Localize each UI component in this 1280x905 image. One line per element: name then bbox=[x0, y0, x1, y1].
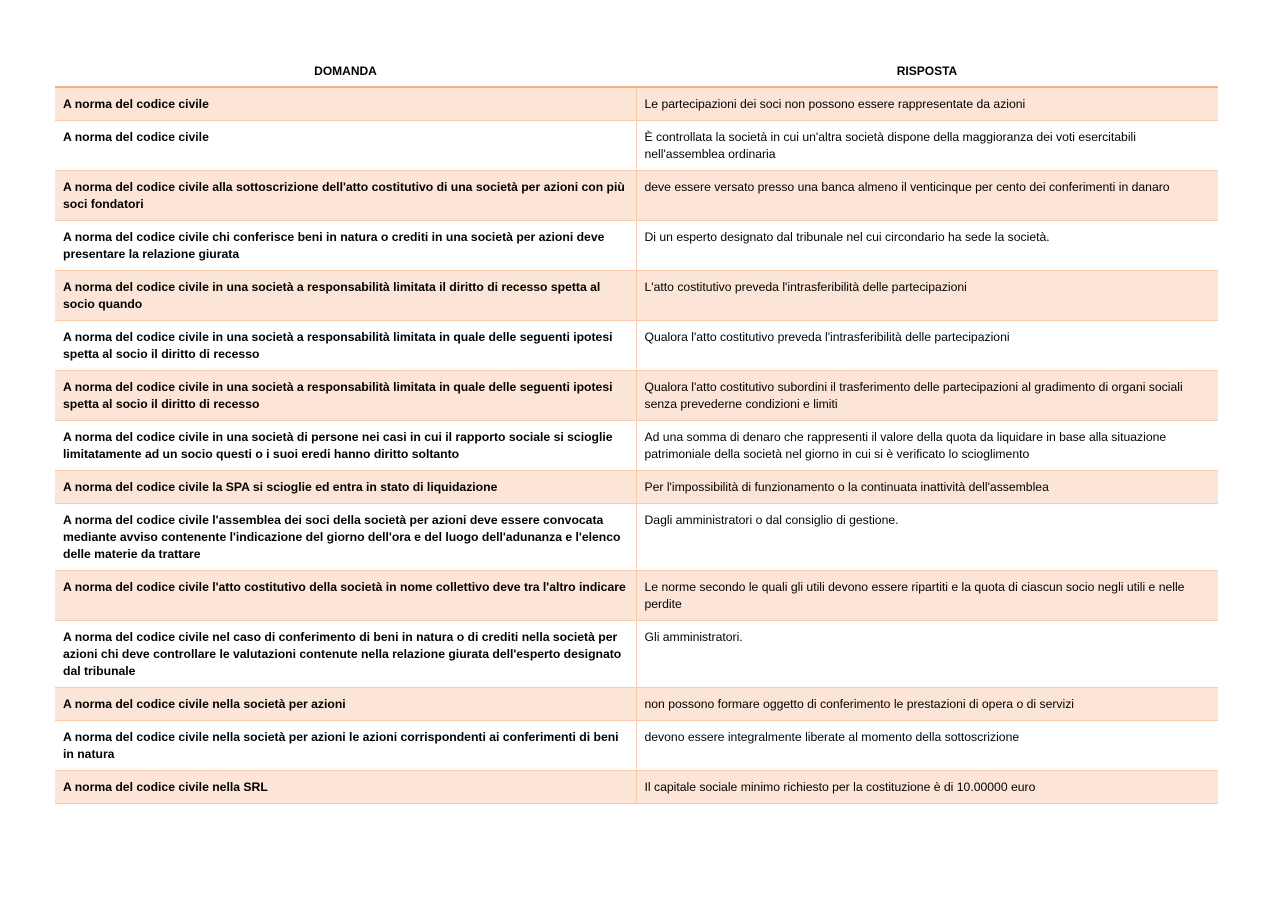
question-cell: A norma del codice civile l'assemblea dei soci della società per azioni deve essere convocata mediante avviso contenente l'indicazione del giorno dell'ora e del luogo dell'adunanza e l'elenco delle materie da trattare bbox=[55, 504, 636, 571]
question-cell: A norma del codice civile in una società di persone nei casi in cui il rapporto sociale si scioglie limitatamente ad un socio questi o i suoi eredi hanno diritto soltanto bbox=[55, 421, 636, 471]
answer-cell: Di un esperto designato dal tribunale nel cui circondario ha sede la società. bbox=[636, 221, 1218, 271]
table-row bbox=[55, 221, 1218, 271]
question-cell: A norma del codice civile alla sottoscrizione dell'atto costitutivo di una società per azioni con più soci fondatori bbox=[55, 171, 636, 221]
table-row bbox=[55, 87, 1218, 121]
question-cell: A norma del codice civile in una società a responsabilità limitata in quale delle seguenti ipotesi spetta al socio il diritto di recesso bbox=[55, 371, 636, 421]
answer-cell: devono essere integralmente liberate al momento della sottoscrizione bbox=[636, 721, 1218, 771]
table-row bbox=[55, 688, 1218, 721]
question-cell: A norma del codice civile nella società per azioni le azioni corrispondenti ai conferimenti di beni in natura bbox=[55, 721, 636, 771]
question-cell: A norma del codice civile chi conferisce beni in natura o crediti in una società per azioni deve presentare la relazione giurata bbox=[55, 221, 636, 271]
question-cell: A norma del codice civile la SPA si scioglie ed entra in stato di liquidazione bbox=[55, 471, 636, 504]
table-row bbox=[55, 721, 1218, 771]
answer-cell: È controllata la società in cui un'altra società dispone della maggioranza dei voti esercitabili nell'assemblea ordinaria bbox=[636, 121, 1218, 171]
table-header bbox=[55, 56, 1218, 87]
table-body bbox=[55, 87, 1218, 804]
table-row bbox=[55, 621, 1218, 688]
question-cell: A norma del codice civile in una società a responsabilità limitata il diritto di recesso spetta al socio quando bbox=[55, 271, 636, 321]
question-cell: A norma del codice civile nella SRL bbox=[55, 771, 636, 804]
header-row bbox=[55, 56, 1218, 87]
table-row bbox=[55, 421, 1218, 471]
answer-cell: Gli amministratori. bbox=[636, 621, 1218, 688]
answer-cell: Qualora l'atto costitutivo subordini il trasferimento delle partecipazioni al gradimento di organi sociali senza prevederne condizioni e limiti bbox=[636, 371, 1218, 421]
qa-table bbox=[55, 56, 1218, 804]
answer-cell: Le partecipazioni dei soci non possono essere rappresentate da azioni bbox=[636, 87, 1218, 121]
table-row bbox=[55, 571, 1218, 621]
question-cell: A norma del codice civile nel caso di conferimento di beni in natura o di crediti nella società per azioni chi deve controllare le valutazioni contenute nella relazione giurata dell'esperto designato dal tribunale bbox=[55, 621, 636, 688]
table-row bbox=[55, 321, 1218, 371]
question-cell: A norma del codice civile l'atto costitutivo della società in nome collettivo deve tra l'altro indicare bbox=[55, 571, 636, 621]
header-question: DOMANDA bbox=[55, 56, 636, 87]
answer-cell: Dagli amministratori o dal consiglio di gestione. bbox=[636, 504, 1218, 571]
question-cell: A norma del codice civile in una società a responsabilità limitata in quale delle seguenti ipotesi spetta al socio il diritto di recesso bbox=[55, 321, 636, 371]
table-row bbox=[55, 471, 1218, 504]
table-row bbox=[55, 504, 1218, 571]
answer-cell: non possono formare oggetto di conferimento le prestazioni di opera o di servizi bbox=[636, 688, 1218, 721]
header-answer: RISPOSTA bbox=[636, 56, 1218, 87]
answer-cell: Il capitale sociale minimo richiesto per la costituzione è di 10.00000 euro bbox=[636, 771, 1218, 804]
table-row bbox=[55, 371, 1218, 421]
answer-cell: Le norme secondo le quali gli utili devono essere ripartiti e la quota di ciascun socio negli utili e nelle perdite bbox=[636, 571, 1218, 621]
table-row bbox=[55, 771, 1218, 804]
answer-cell: Ad una somma di denaro che rappresenti il valore della quota da liquidare in base alla situazione patrimoniale della società nel giorno in cui si è verificato lo scioglimento bbox=[636, 421, 1218, 471]
question-cell: A norma del codice civile bbox=[55, 121, 636, 171]
question-cell: A norma del codice civile bbox=[55, 87, 636, 121]
answer-cell: Qualora l'atto costitutivo preveda l'intrasferibilità delle partecipazioni bbox=[636, 321, 1218, 371]
answer-cell: deve essere versato presso una banca almeno il venticinque per cento dei conferimenti in danaro bbox=[636, 171, 1218, 221]
table-row bbox=[55, 121, 1218, 171]
answer-cell: Per l'impossibilità di funzionamento o la continuata inattività dell'assemblea bbox=[636, 471, 1218, 504]
table-row bbox=[55, 271, 1218, 321]
table-row bbox=[55, 171, 1218, 221]
question-cell: A norma del codice civile nella società per azioni bbox=[55, 688, 636, 721]
answer-cell: L'atto costitutivo preveda l'intrasferibilità delle partecipazioni bbox=[636, 271, 1218, 321]
